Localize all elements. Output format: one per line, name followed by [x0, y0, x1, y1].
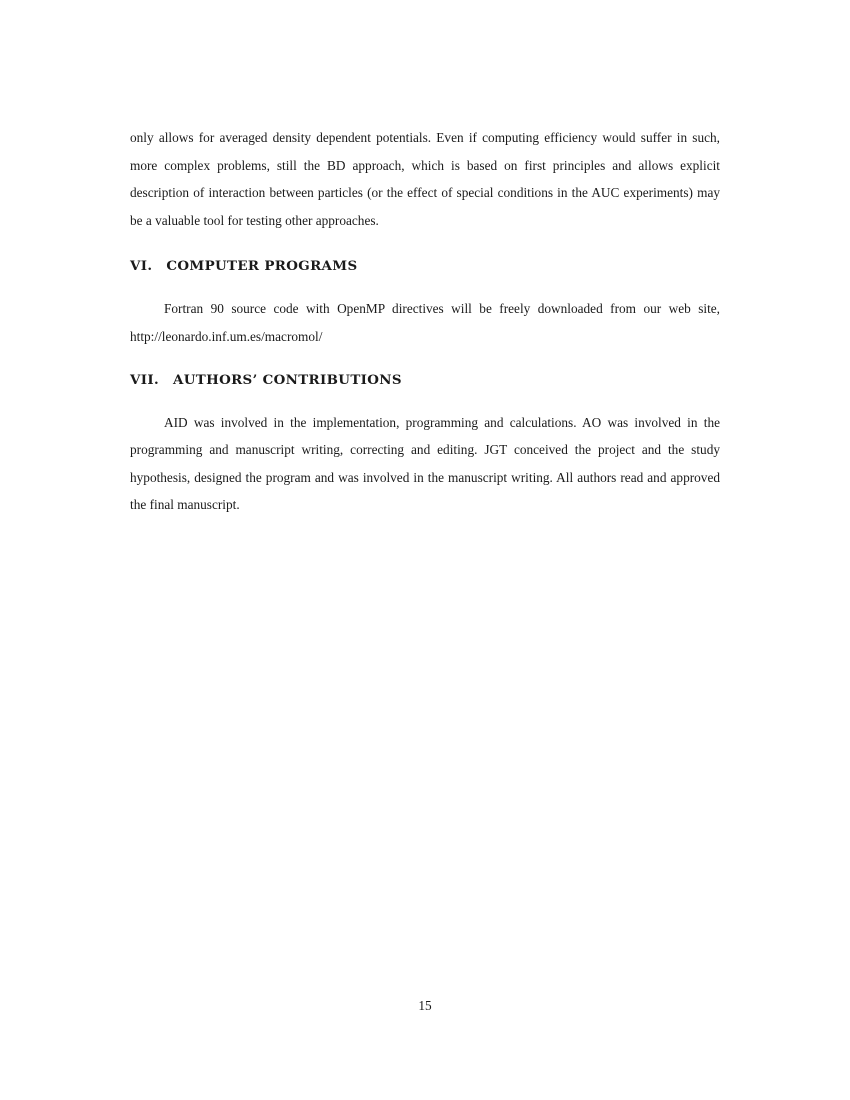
paragraph-continuation: only allows for averaged density dependent potentials. Even if computing efficiency would suffer in such, more complex problems, still the BD approach, which is based on first principles and allows explicit description of interaction between particles (or the effect of special conditions in the AUC experiments) may be a valuable tool for testing other approaches.	[130, 130, 720, 228]
paragraph-authors-contributions: AID was involved in the implementation, programming and calculations. AO was involved in the programming and manuscript writing, correcting and editing. JGT conceived the project and the study hypothesis, designed the program and was involved in the manuscript writing. All authors read and approved the final manuscript.	[130, 414, 720, 513]
page-body	[130, 124, 720, 519]
section-number: VII.	[130, 371, 159, 388]
section-title: AUTHORS’ CONTRIBUTIONS	[172, 371, 402, 388]
section-heading-authors-contributions	[130, 370, 720, 390]
section-title: COMPUTER PROGRAMS	[166, 258, 358, 275]
page-number: 15	[418, 998, 432, 1013]
section-heading-computer-programs	[130, 256, 720, 276]
paragraph-computer-programs: Fortran 90 source code with OpenMP directives will be freely downloaded from our web site, http://leonardo.inf.um.es/macromol/	[130, 301, 720, 344]
section-number: VI.	[130, 258, 153, 275]
